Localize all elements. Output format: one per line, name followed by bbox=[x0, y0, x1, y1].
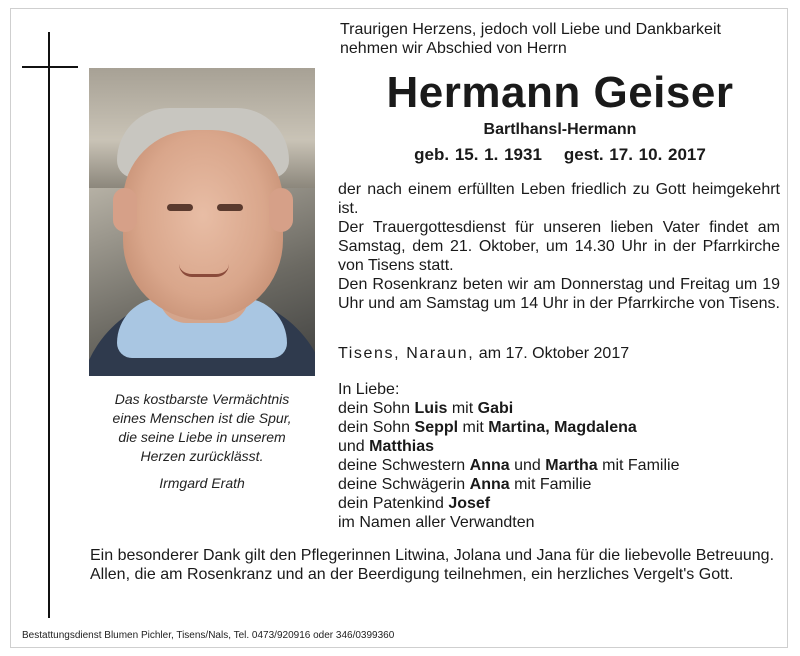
mourners-list bbox=[338, 380, 780, 532]
service-details bbox=[338, 180, 780, 313]
place-location: Tisens, Naraun, bbox=[338, 345, 475, 362]
thanks-text bbox=[90, 546, 780, 584]
memorial-quote bbox=[90, 390, 314, 493]
mourner-entry: dein Sohn Seppl mit Martina, Magdalena bbox=[338, 419, 637, 436]
birth-date: geb. 15. 1. 1931 bbox=[414, 145, 542, 164]
thanks-paragraph: Ein besonderer Dank gilt den Pflegerinnen Litwina, Jolana und Jana für die liebevolle Betreuung. bbox=[90, 547, 775, 564]
quote-line: Das kostbarste Vermächtnis bbox=[114, 391, 290, 407]
mourner-entry: im Namen aller Verwandten bbox=[338, 514, 535, 531]
portrait-photo bbox=[89, 68, 315, 376]
funeral-service-footer: Bestattungsdienst Blumen Pichler, Tisens/Nals, Tel. 0473/920916 oder 346/0399360 bbox=[22, 630, 395, 641]
quote-line: Herzen zurücklässt. bbox=[140, 448, 264, 464]
body-paragraph: Der Trauergottesdienst für unseren lieben Vater findet am Samstag, dem 21. Oktober, um 14.30 Uhr in der Pfarrkirche von Tisens statt. bbox=[338, 219, 780, 274]
mourners-heading: In Liebe: bbox=[338, 381, 400, 398]
quote-line: die seine Liebe in unserem bbox=[118, 429, 286, 445]
deceased-name: Hermann Geiser bbox=[386, 68, 734, 117]
deceased-nickname: Bartlhansl-Hermann bbox=[483, 121, 637, 138]
mourner-entry: und Matthias bbox=[338, 438, 435, 455]
mourner-entry: deine Schwägerin Anna mit Familie bbox=[338, 476, 592, 493]
body-paragraph: Den Rosenkranz beten wir am Donnerstag und Freitag um 19 Uhr und am Samstag um 14 Uhr in der Pfarrkirche von Tisens. bbox=[338, 276, 780, 312]
intro-text bbox=[340, 20, 780, 58]
mourner-entry: dein Sohn Luis mit Gabi bbox=[338, 400, 514, 417]
cross-icon-bar bbox=[22, 66, 78, 68]
cross-icon bbox=[48, 32, 50, 618]
place-date: am 17. Oktober 2017 bbox=[478, 345, 630, 362]
place-date-line bbox=[338, 345, 780, 363]
mourner-entry: deine Schwestern Anna und Martha mit Familie bbox=[338, 457, 680, 474]
body-paragraph: der nach einem erfüllten Leben friedlich zu Gott heimgekehrt ist. bbox=[338, 181, 780, 217]
quote-author: Irmgard Erath bbox=[159, 475, 245, 491]
intro-line: nehmen wir Abschied von Herrn bbox=[340, 40, 567, 57]
intro-line: Traurigen Herzens, jedoch voll Liebe und Dankbarkeit bbox=[340, 21, 721, 38]
mourner-entry: dein Patenkind Josef bbox=[338, 495, 491, 512]
death-date: gest. 17. 10. 2017 bbox=[563, 145, 706, 164]
thanks-paragraph: Allen, die am Rosenkranz und an der Beerdigung teilnehmen, ein herzliches Vergelt's Gott. bbox=[90, 566, 734, 583]
quote-line: eines Menschen ist die Spur, bbox=[112, 410, 292, 426]
life-dates bbox=[338, 145, 782, 165]
